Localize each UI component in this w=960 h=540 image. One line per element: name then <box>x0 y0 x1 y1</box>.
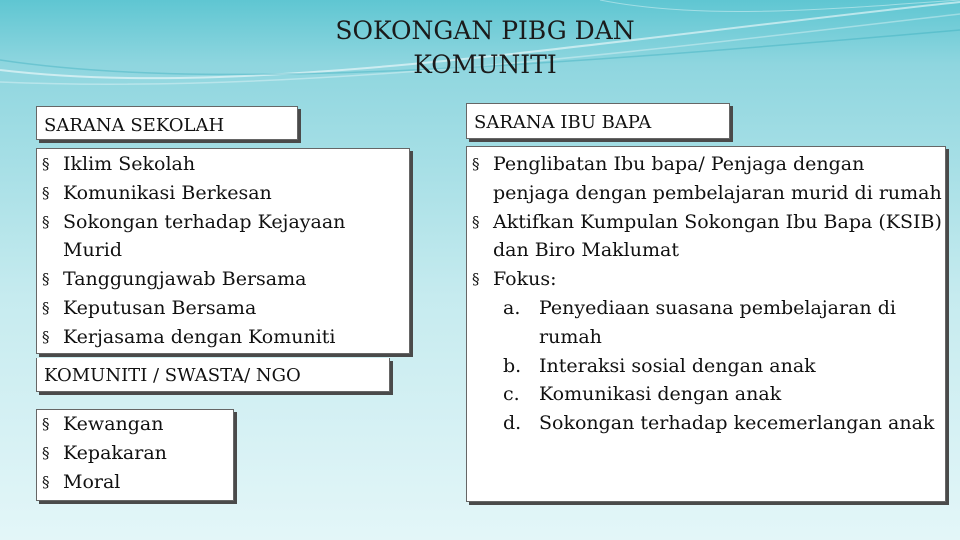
fokus-sub-item <box>493 380 945 409</box>
sekolah-list-item <box>37 208 409 266</box>
sub-item-letter: a. <box>503 296 521 319</box>
sub-item-text: Sokongan terhadap kecemerlangan anak <box>539 412 935 435</box>
bullet-icon: § <box>472 212 480 231</box>
list-item-text: Fokus: <box>493 268 557 291</box>
sub-item-text: Penyediaan suasana pembelajaran di rumah <box>539 296 896 348</box>
list-item-text: Sokongan terhadap Kejayaan Murid <box>63 210 346 262</box>
sekolah-list-item <box>37 323 409 352</box>
sarana-sekolah-list-box <box>36 148 410 354</box>
bullet-icon: § <box>42 415 50 433</box>
bullet-icon: § <box>472 270 480 289</box>
sarana-ibu-bapa-list <box>467 150 945 438</box>
ibu-bapa-list-item <box>467 265 945 438</box>
list-item-text: Komunikasi Berkesan <box>63 181 272 204</box>
bullet-icon: § <box>42 298 50 317</box>
sub-item-text: Interaksi sosial dengan anak <box>539 354 816 377</box>
komuniti-list-item <box>37 439 233 468</box>
sekolah-list-item <box>37 150 409 179</box>
bullet-icon: § <box>42 212 50 231</box>
sarana-ibu-bapa-header-box <box>466 103 730 139</box>
list-item-text: Kewangan <box>63 413 164 435</box>
sub-item-letter: b. <box>503 354 522 377</box>
list-item-text: Kepakaran <box>63 441 167 464</box>
bullet-icon: § <box>42 270 50 289</box>
fokus-sub-item <box>493 409 945 438</box>
title-line-2: KOMUNITI <box>413 50 557 79</box>
fokus-sub-list <box>493 294 945 438</box>
fokus-sub-item <box>493 294 945 352</box>
list-item-text: Moral <box>63 470 121 493</box>
list-item-text: Tanggungjawab Bersama <box>63 268 307 291</box>
sarana-sekolah-header: SARANA SEKOLAH <box>44 115 225 136</box>
sekolah-list-item <box>37 294 409 323</box>
ibu-bapa-list-item <box>467 208 945 266</box>
sekolah-list-item <box>37 265 409 294</box>
sarana-sekolah-header-box <box>36 106 298 140</box>
bullet-icon: § <box>42 443 50 462</box>
sekolah-list-item <box>37 179 409 208</box>
komuniti-list <box>37 410 233 496</box>
list-item-text: Aktifkan Kumpulan Sokongan Ibu Bapa (KSIB) dan Biro Maklumat <box>493 210 942 262</box>
list-item-text: Keputusan Bersama <box>63 296 257 319</box>
bullet-icon: § <box>42 183 50 202</box>
komuniti-list-item <box>37 468 233 497</box>
sub-item-letter: d. <box>503 412 522 435</box>
bullet-icon: § <box>42 472 50 491</box>
sub-item-text: Komunikasi dengan anak <box>539 383 782 406</box>
bullet-icon: § <box>472 155 480 173</box>
bullet-icon: § <box>42 155 50 173</box>
list-item-text: Penglibatan Ibu bapa/ Penjaga dengan penjaga dengan pembelajaran murid di rumah <box>493 153 942 204</box>
komuniti-list-box <box>36 409 234 501</box>
list-item-text: Kerjasama dengan Komuniti <box>63 325 336 348</box>
bullet-icon: § <box>42 327 50 346</box>
title-line-1: SOKONGAN PIBG DAN <box>335 16 635 45</box>
sarana-sekolah-list <box>37 150 409 352</box>
sarana-ibu-bapa-header: SARANA IBU BAPA <box>474 112 652 133</box>
slide-title <box>250 14 720 82</box>
komuniti-header: KOMUNITI / SWASTA/ NGO <box>44 365 301 386</box>
list-item-text: Iklim Sekolah <box>63 153 196 175</box>
komuniti-header-box <box>36 358 390 392</box>
komuniti-list-item <box>37 410 233 439</box>
ibu-bapa-list-item <box>467 150 945 208</box>
sub-item-letter: c. <box>503 383 520 406</box>
sarana-ibu-bapa-list-box <box>466 146 946 502</box>
fokus-sub-item <box>493 352 945 381</box>
